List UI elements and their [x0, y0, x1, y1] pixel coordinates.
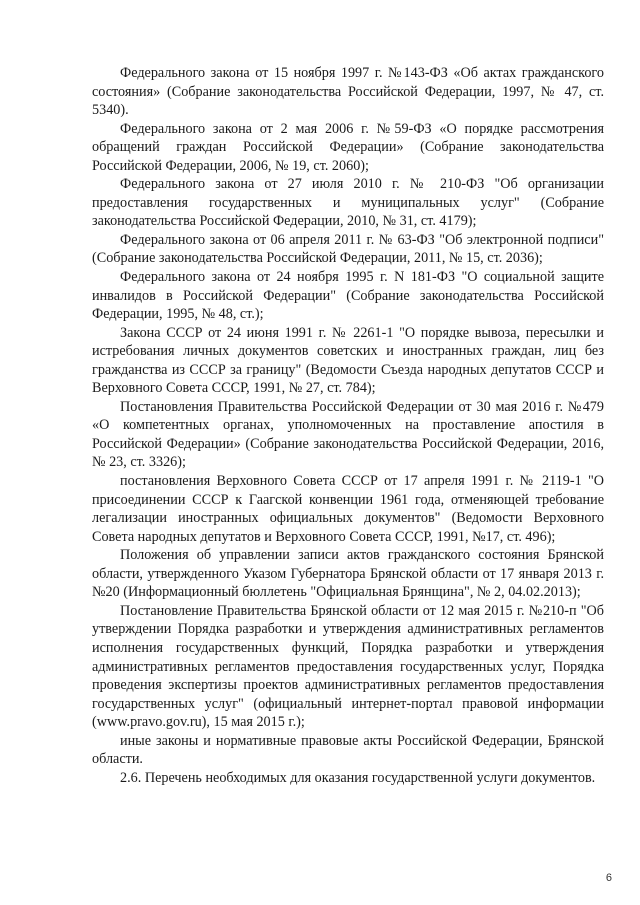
paragraph-law-59fz: Федерального закона от 2 мая 2006 г. №59-ФЗ «О порядке рассмотрения обращений граждан Российской Федерации» (Собрание законодательства Российской Федерации, 2006, № 19, ст. 2060); [92, 120, 604, 174]
section-heading-2-6: 2.6. Перечень необходимых для оказания государственной услуги документов. [120, 769, 596, 786]
paragraph-law-181fz: Федерального закона от 24 ноября 1995 г. N 181-ФЗ "О социальной защите инвалидов в Российской Федерации" (Собрание законодательства Российской Федерации, 1995, № 48, ст.); [92, 269, 604, 323]
paragraph-resolution-2119: постановления Верховного Совета СССР от 17 апреля 1991 г. № 2119-1 "О присоединении СССР к Гаагской конвенции 1961 года, отменяющей требование легализации иностранных официальных документов" (Ведомости Верховного Совета народных депутатов и Верховного Совета СССР, 1991, №17, ст. 496); [92, 473, 604, 545]
paragraph-law-210fz: Федерального закона от 27 июля 2010 г. № 210-ФЗ "Об организации предоставления государственных и муниципальных услуг" (Собрание законодательства Российской Федерации, 2010, № 31, ст. 4179); [92, 176, 604, 230]
paragraph-law-63fz: Федерального закона от 06 апреля 2011 г. № 63-ФЗ "Об электронной подписи" (Собрание законодательства Российской Федерации, 2011, № 15, ст. 2036); [92, 231, 604, 267]
paragraph-regulation-zags: Положения об управлении записи актов гражданского состояния Брянской области, утвержденного Указом Губернатора Брянской области от 17 января 2013 г. №20 (Информационный бюллетень "Официальная Брянщина", № 2, 04.02.2013); [92, 547, 604, 601]
paragraph-other-laws: иные законы и нормативные правовые акты Российской Федерации, Брянской области. [92, 732, 604, 768]
paragraph-law-143fz: Федерального закона от 15 ноября 1997 г. №143-ФЗ «Об актах гражданского состояния» (Собрание законодательства Российской Федерации, 1997, № 47, ст. 5340). [92, 65, 604, 119]
paragraph-law-ussr-2261: Закона СССР от 24 июня 1991 г. № 2261-1 "О порядке вывоза, пересылки и истребования личных документов советских и иностранных граждан, лиц без гражданства из СССР за границу" (Ведомости Съезда народных депутатов СССР и Верховного Совета СССР, 1991, № 27, ст. 784); [92, 324, 604, 397]
paragraph-resolution-479: Постановления Правительства Российской Федерации от 30 мая 2016 г. №479 «О компетентных органах, уполномоченных на проставление апостиля в Российской Федерации» (Собрание законодательства Российской Федерации, 2016, № 23, ст. 3326); [92, 398, 604, 471]
document-body [92, 64, 604, 787]
paragraph-resolution-210p: Постановление Правительства Брянской области от 12 мая 2015 г. №210-п "Об утверждении Порядка разработки и утверждения административных регламентов исполнения государственных функций, Порядка разработки и утверждения административных регламентов предоставления государственных услуг, Порядка проведения экспертизы проектов административных регламентов предоставления государственных услуг" (официальный интернет-портал правовой информации (www.pravo.gov.ru), 15 мая 2015 г.); [92, 602, 604, 731]
page-number: 6 [605, 872, 612, 884]
